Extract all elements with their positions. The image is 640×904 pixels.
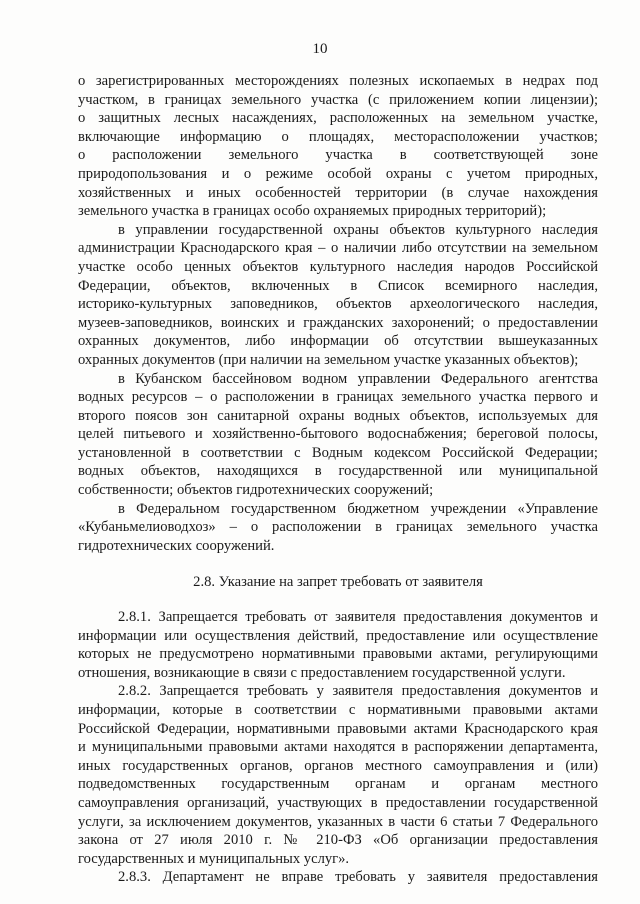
text-line: Российской Федерации, нормативными правовыми актами Краснодарского края	[78, 720, 598, 737]
text-line: гидротехнических сооружений.	[78, 537, 275, 554]
text-line: «Кубаньмелиоводхоз» – о расположении в границах земельного участка	[78, 519, 598, 536]
paragraph-2-8-2	[78, 682, 598, 868]
text-line: природопользования и о режиме особой охраны с учетом природных,	[78, 165, 598, 182]
text-line: участком, в границах земельного участка (с приложением копии лицензии);	[78, 91, 598, 108]
text-line: 2.8.1. Запрещается требовать от заявителя предоставления документов и	[118, 609, 598, 626]
text-line: включающие информацию о площадях, месторасположении участков;	[78, 128, 598, 145]
text-line: целей питьевого и хозяйственно-бытового водоснабжения; береговой полосы,	[78, 426, 598, 443]
text-line: участке особо ценных объектов культурного наследия народов Российской	[78, 258, 598, 275]
paragraph-water-resources	[78, 370, 598, 500]
paragraph-cultural-heritage	[78, 221, 598, 370]
text-line: земельного участка в границах особо охраняемых природных территорий);	[78, 203, 547, 220]
text-line: отношения, возникающие в связи с предоставлением государственной услуги.	[78, 664, 566, 681]
text-line: историко-культурных заповедников, объектов археологического наследия,	[78, 296, 598, 313]
text-line: водных ресурсов – о расположении в границах земельного участка первого и	[78, 389, 598, 406]
spacer	[78, 555, 598, 573]
text-line: 2.8.3. Департамент не вправе требовать у заявителя предоставления	[118, 869, 598, 886]
spacer	[78, 592, 598, 608]
text-line: хозяйственных и иных особенностей территории (в случае нахождения	[78, 184, 598, 201]
text-line: Федерации, объектов, включенных в Список всемирного наследия,	[78, 277, 598, 294]
text-line: в Кубанском бассейновом водном управлении Федерального агентства	[118, 370, 598, 387]
text-line: второго поясов зон санитарной охраны водных объектов, используемых для	[78, 407, 598, 424]
text-line: информации, которые в соответствии с нормативными правовыми актами	[78, 702, 598, 718]
text-line: самоуправления организаций, участвующих в предоставлении государственной	[78, 794, 598, 811]
text-line: музеев-заповедников, воинских и гражданских захоронений; о предоставлении	[78, 314, 598, 331]
paragraph-2-8-3	[78, 868, 598, 887]
paragraph-melioration	[78, 500, 598, 556]
text-line: установленной в соответствии с Водным кодексом Российской Федерации;	[78, 444, 598, 461]
text-line: государственных и муниципальных услуг».	[78, 850, 350, 867]
page-number: 10	[312, 41, 328, 57]
text-line: охранных документов, либо информации об отсутствии вышеуказанных	[78, 333, 598, 350]
text-line: охранных документов (при наличии на земельном участке указанных объектов);	[78, 351, 579, 368]
paragraph-deposits-and-forests	[78, 72, 598, 221]
text-line: водных объектов, находящихся в государственной или муниципальной	[78, 463, 598, 480]
paragraph-2-8-1	[78, 608, 598, 682]
text-line: закона от 27 июля 2010 г. № 210-ФЗ «Об организации предоставления	[78, 832, 598, 849]
text-line: 2.8.2. Запрещается требовать у заявителя предоставления документов и	[118, 683, 598, 700]
text-line: которых не предусмотрено нормативными правовыми актами, регулирующими	[78, 646, 598, 663]
text-line: в управлении государственной охраны объектов культурного наследия	[118, 221, 598, 238]
text-line: о защитных лесных насаждениях, расположенных на земельном участке,	[78, 110, 598, 127]
text-line: администрации Краснодарского края – о наличии либо отсутствии на земельном	[78, 240, 598, 257]
text-line: услуги, за исключением документов, указанных в части 6 статьи 7 Федерального	[78, 813, 598, 830]
text-line: о расположении земельного участка в соответствующей зоне	[78, 147, 598, 164]
section-heading: 2.8. Указание на запрет требовать от заявителя	[193, 574, 483, 591]
text-line: в Федеральном государственном бюджетном учреждении «Управление	[118, 500, 598, 517]
text-line: информации или осуществления действий, предоставление или осуществление	[78, 627, 598, 644]
document-body	[78, 72, 598, 887]
text-line: собственности; объектов гидротехнических сооружений;	[78, 482, 434, 499]
text-line: и муниципальными правовыми актами находятся в распоряжении департамента,	[78, 739, 598, 756]
text-line: подведомственных государственным органам и органам местного	[78, 776, 598, 793]
text-line: иных государственных органов, органов местного самоуправления и (или)	[78, 757, 598, 774]
text-line: о зарегистрированных месторождениях полезных ископаемых в недрах под	[78, 73, 598, 89]
